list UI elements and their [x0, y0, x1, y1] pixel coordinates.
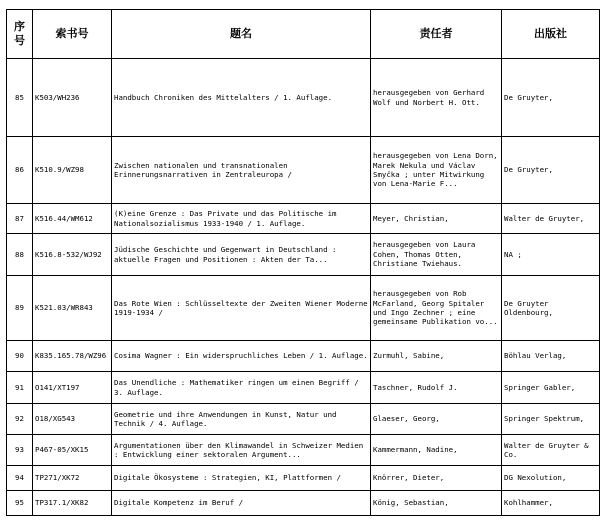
cell-seq: 88	[7, 234, 33, 276]
cell-publisher: Springer Gabler,	[502, 372, 600, 404]
table-row	[7, 491, 600, 516]
cell-title: Cosima Wagner : Ein widerspruchliches Leben / 1. Auflage.	[112, 341, 371, 372]
cell-call-number: TP271/XK72	[33, 466, 112, 491]
cell-publisher: De Gruyter Oldenbourg,	[502, 276, 600, 341]
cell-responsibility: herausgegeben von Gerhard Wolf und Norbert H. Ott.	[371, 59, 502, 137]
cell-seq: 89	[7, 276, 33, 341]
header-publisher: 出版社	[502, 10, 600, 59]
cell-seq: 90	[7, 341, 33, 372]
table-row	[7, 341, 600, 372]
table-row	[7, 466, 600, 491]
cell-call-number: P467-05/XK15	[33, 435, 112, 466]
cell-call-number: TP317.1/XK82	[33, 491, 112, 516]
cell-call-number: K835.165.78/WZ96	[33, 341, 112, 372]
cell-seq: 85	[7, 59, 33, 137]
cell-seq: 86	[7, 137, 33, 204]
cell-publisher: NA ;	[502, 234, 600, 276]
table-row	[7, 435, 600, 466]
cell-seq: 92	[7, 404, 33, 435]
table-body	[7, 59, 600, 516]
cell-responsibility	[371, 276, 502, 341]
table-row	[7, 59, 600, 137]
header-seq: 序号	[7, 10, 33, 59]
cell-seq: 87	[7, 204, 33, 234]
cell-responsibility: Knörrer, Dieter,	[371, 466, 502, 491]
cell-seq: 93	[7, 435, 33, 466]
cell-publisher: De Gruyter,	[502, 137, 600, 204]
cell-title: Zwischen nationalen und transnationalen Erinnerungsnarrativen in Zentraleuropa /	[112, 137, 371, 204]
cell-title: Geometrie und ihre Anwendungen in Kunst, Natur und Technik / 4. Auflage.	[112, 404, 371, 435]
cell-seq: 95	[7, 491, 33, 516]
cell-title: Handbuch Chroniken des Mittelalters / 1. Auflage.	[112, 59, 371, 137]
cell-responsibility: Kammermann, Nadine,	[371, 435, 502, 466]
cell-title: Digitale Kompetenz im Beruf /	[112, 491, 371, 516]
cell-responsibility: Zurmuhl, Sabine,	[371, 341, 502, 372]
cell-title: Das Unendliche : Mathematiker ringen um einen Begriff / 3. Auflage.	[112, 372, 371, 404]
cell-publisher: Springer Spektrum,	[502, 404, 600, 435]
cell-responsibility: herausgegeben von Laura Cohen, Thomas Otten, Christiane Twiehaus.	[371, 234, 502, 276]
cell-title: Das Rote Wien : Schlüsseltexte der Zweiten Wiener Moderne 1919-1934 /	[112, 276, 371, 341]
cell-responsibility: König, Sebastian,	[371, 491, 502, 516]
cell-responsibility: Glaeser, Georg,	[371, 404, 502, 435]
cell-responsibility	[371, 137, 502, 204]
header-call-number: 索书号	[33, 10, 112, 59]
header-title: 题名	[112, 10, 371, 59]
cell-call-number: K516.44/WM612	[33, 204, 112, 234]
cell-title: (K)eine Grenze : Das Private und das Politische im Nationalsozialismus 1933-1940 / 1. Auflage.	[112, 204, 371, 234]
cell-publisher: Kohlhammer,	[502, 491, 600, 516]
cell-publisher: Walter de Gruyter,	[502, 204, 600, 234]
cell-title: Argumentationen über den Klimawandel in Schweizer Medien : Entwicklung einer sektoralen Argument...	[112, 435, 371, 466]
cell-seq: 94	[7, 466, 33, 491]
cell-publisher: DG Nexolution,	[502, 466, 600, 491]
cell-responsibility: Taschner, Rudolf J.	[371, 372, 502, 404]
header-row	[7, 10, 600, 59]
header-responsibility: 责任者	[371, 10, 502, 59]
table-row	[7, 234, 600, 276]
cell-call-number: K521.03/WR843	[33, 276, 112, 341]
cell-responsibility: Meyer, Christian,	[371, 204, 502, 234]
book-list-table	[6, 9, 600, 516]
cell-call-number: K503/WH236	[33, 59, 112, 137]
table-row	[7, 372, 600, 404]
table-row	[7, 137, 600, 204]
cell-publisher: Böhlau Verlag,	[502, 341, 600, 372]
cell-title: Jüdische Geschichte und Gegenwart in Deutschland : aktuelle Fragen und Positionen : Akten der Ta...	[112, 234, 371, 276]
responsibility-text: herausgegeben von Rob McFarland, Georg Spitaler und Ingo Zechner ; eine gemeinsame Publikation vo...	[373, 289, 498, 327]
cell-call-number: O18/XG543	[33, 404, 112, 435]
cell-publisher: De Gruyter,	[502, 59, 600, 137]
cell-call-number: O141/XT197	[33, 372, 112, 404]
cell-title: Digitale Ökosysteme : Strategien, KI, Plattformen /	[112, 466, 371, 491]
cell-call-number: K516.8-532/WJ92	[33, 234, 112, 276]
table-row	[7, 204, 600, 234]
table-row	[7, 404, 600, 435]
responsibility-text: herausgegeben von Lena Dorn, Marek Nekula und Václav Smyčka ; unter Mitwirkung von Lena-Marie F...	[373, 151, 498, 189]
cell-seq: 91	[7, 372, 33, 404]
cell-call-number: K510.9/WZ98	[33, 137, 112, 204]
table-row	[7, 276, 600, 341]
cell-publisher: Walter de Gruyter & Co.	[502, 435, 600, 466]
